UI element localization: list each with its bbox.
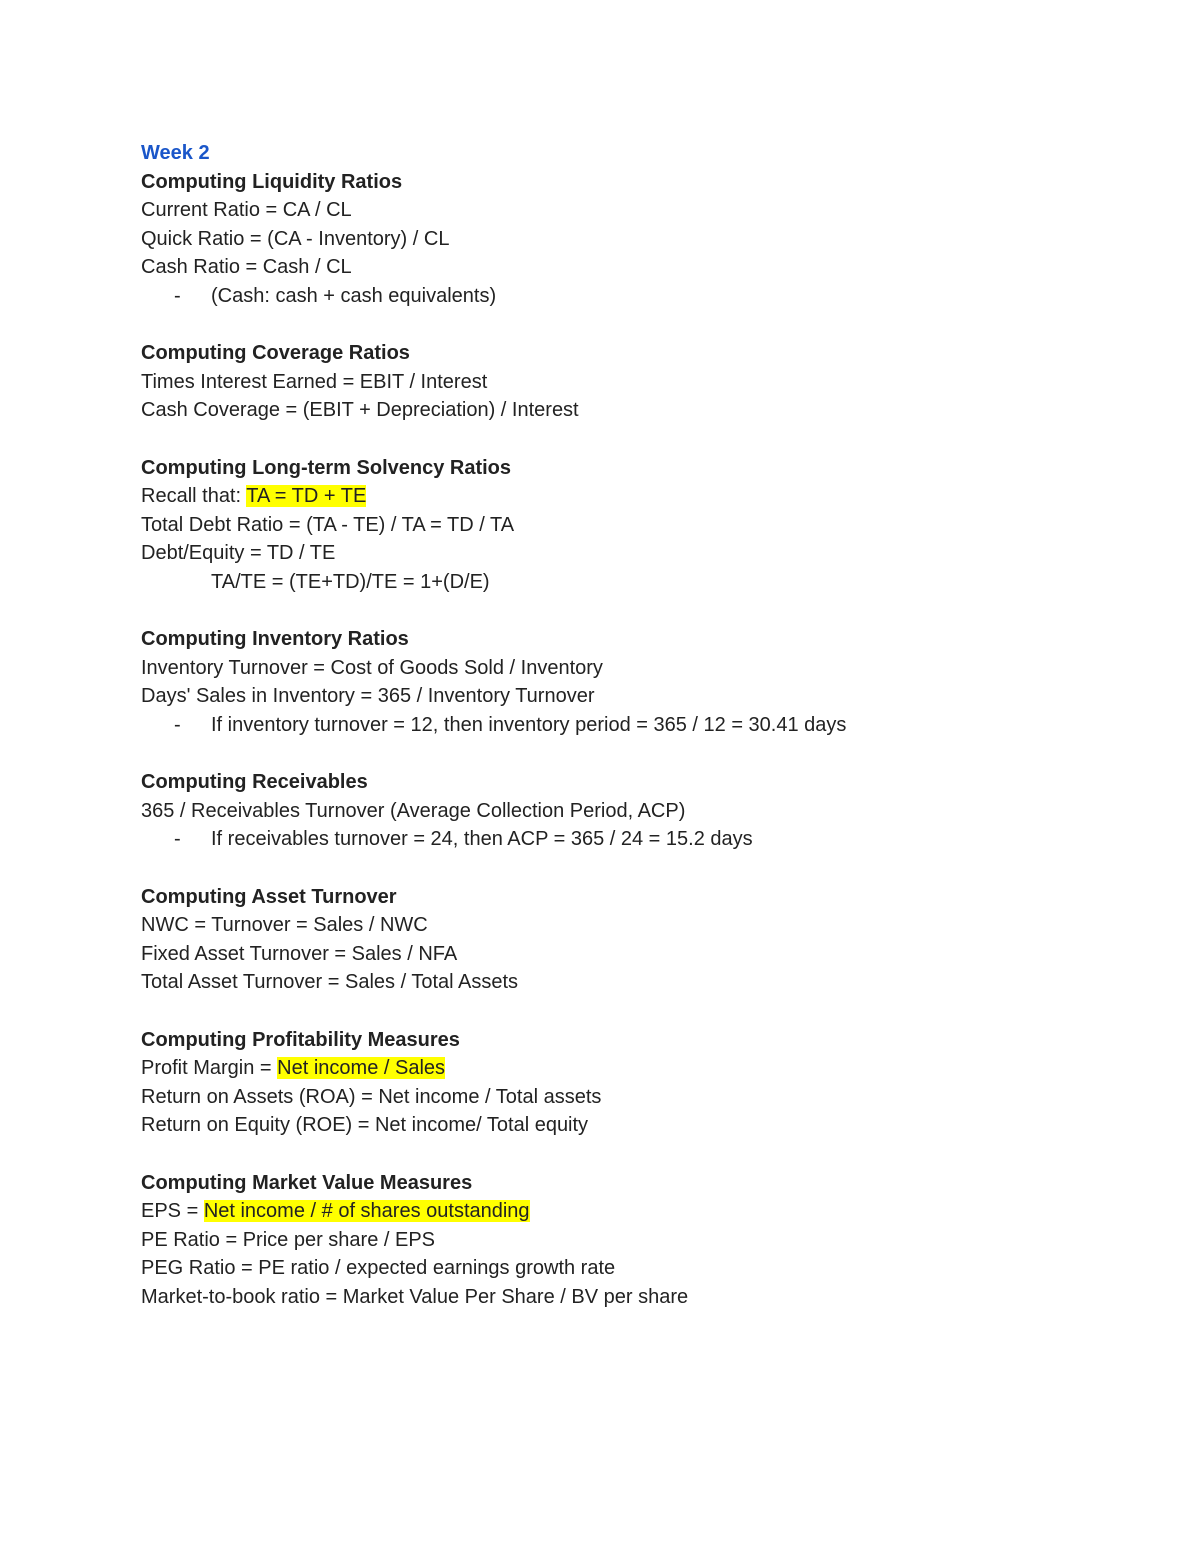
indented-formula: TA/TE = (TE+TD)/TE = 1+(D/E) [211, 570, 490, 593]
formula-line: PEG Ratio = PE ratio / expected earnings growth rate [141, 1257, 616, 1279]
recall-prefix: Recall that: [141, 485, 247, 507]
formula-line [141, 1054, 1141, 1083]
formula-line: Total Debt Ratio = (TA - TE) / TA = TD / TA [141, 513, 515, 536]
formula-line: Debt/Equity = TD / TE [141, 542, 336, 564]
section-heading-inventory: Computing Inventory Ratios [141, 628, 409, 650]
section-heading-profitability: Computing Profitability Measures [141, 1028, 460, 1051]
bullet-dash: - [174, 713, 181, 736]
bullet-text: If inventory turnover = 12, then inventory period = 365 / 12 = 30.41 days [211, 713, 847, 736]
bullet-dash: - [174, 284, 181, 307]
section-heading-solvency: Computing Long-term Solvency Ratios [141, 456, 512, 479]
formula-line: PE Ratio = Price per share / EPS [141, 1228, 436, 1251]
section-heading-liquidity: Computing Liquidity Ratios [141, 170, 403, 193]
bullet-item [141, 825, 1141, 854]
section-heading-market-value: Computing Market Value Measures [141, 1171, 473, 1194]
section-heading-receivables: Computing Receivables [141, 771, 368, 793]
formula-line: Return on Assets (ROA) = Net income / Total assets [141, 1085, 602, 1108]
formula-prefix: Profit Margin = [141, 1057, 278, 1079]
formula-line: Quick Ratio = (CA - Inventory) / CL [141, 227, 450, 250]
formula-line: Cash Coverage = (EBIT + Depreciation) / Interest [141, 399, 579, 421]
formula-line: Times Interest Earned = EBIT / Interest [141, 370, 488, 393]
formula-line: Market-to-book ratio = Market Value Per Share / BV per share [141, 1285, 689, 1308]
highlighted-formula: Net income / Sales [277, 1057, 446, 1079]
formula-line: NWC = Turnover = Sales / NWC [141, 914, 428, 936]
formula-line: Total Asset Turnover = Sales / Total Assets [141, 971, 519, 993]
recall-line [141, 482, 1141, 511]
formula-line: Fixed Asset Turnover = Sales / NFA [141, 942, 458, 965]
bullet-item [141, 711, 1141, 740]
formula-line: Cash Ratio = Cash / CL [141, 256, 352, 278]
formula-line: Current Ratio = CA / CL [141, 199, 352, 221]
document-page [141, 139, 1141, 1311]
formula-line: 365 / Receivables Turnover (Average Collection Period, ACP) [141, 799, 686, 822]
bullet-dash: - [174, 828, 181, 850]
formula-prefix: EPS = [141, 1200, 204, 1222]
week-title: Week 2 [141, 142, 210, 164]
highlighted-formula: Net income / # of shares outstanding [203, 1200, 530, 1222]
bullet-text: (Cash: cash + cash equivalents) [211, 284, 497, 307]
formula-line: Return on Equity (ROE) = Net income/ Total equity [141, 1114, 589, 1136]
bullet-text: If receivables turnover = 24, then ACP = 365 / 24 = 15.2 days [211, 828, 753, 850]
section-heading-coverage: Computing Coverage Ratios [141, 342, 410, 364]
highlighted-formula: TA = TD + TE [246, 485, 367, 507]
section-heading-asset-turnover: Computing Asset Turnover [141, 885, 397, 908]
bullet-item [141, 282, 1141, 311]
formula-line: Inventory Turnover = Cost of Goods Sold / Inventory [141, 656, 603, 679]
formula-line [141, 1197, 1141, 1226]
formula-line: Days' Sales in Inventory = 365 / Inventory Turnover [141, 685, 595, 707]
